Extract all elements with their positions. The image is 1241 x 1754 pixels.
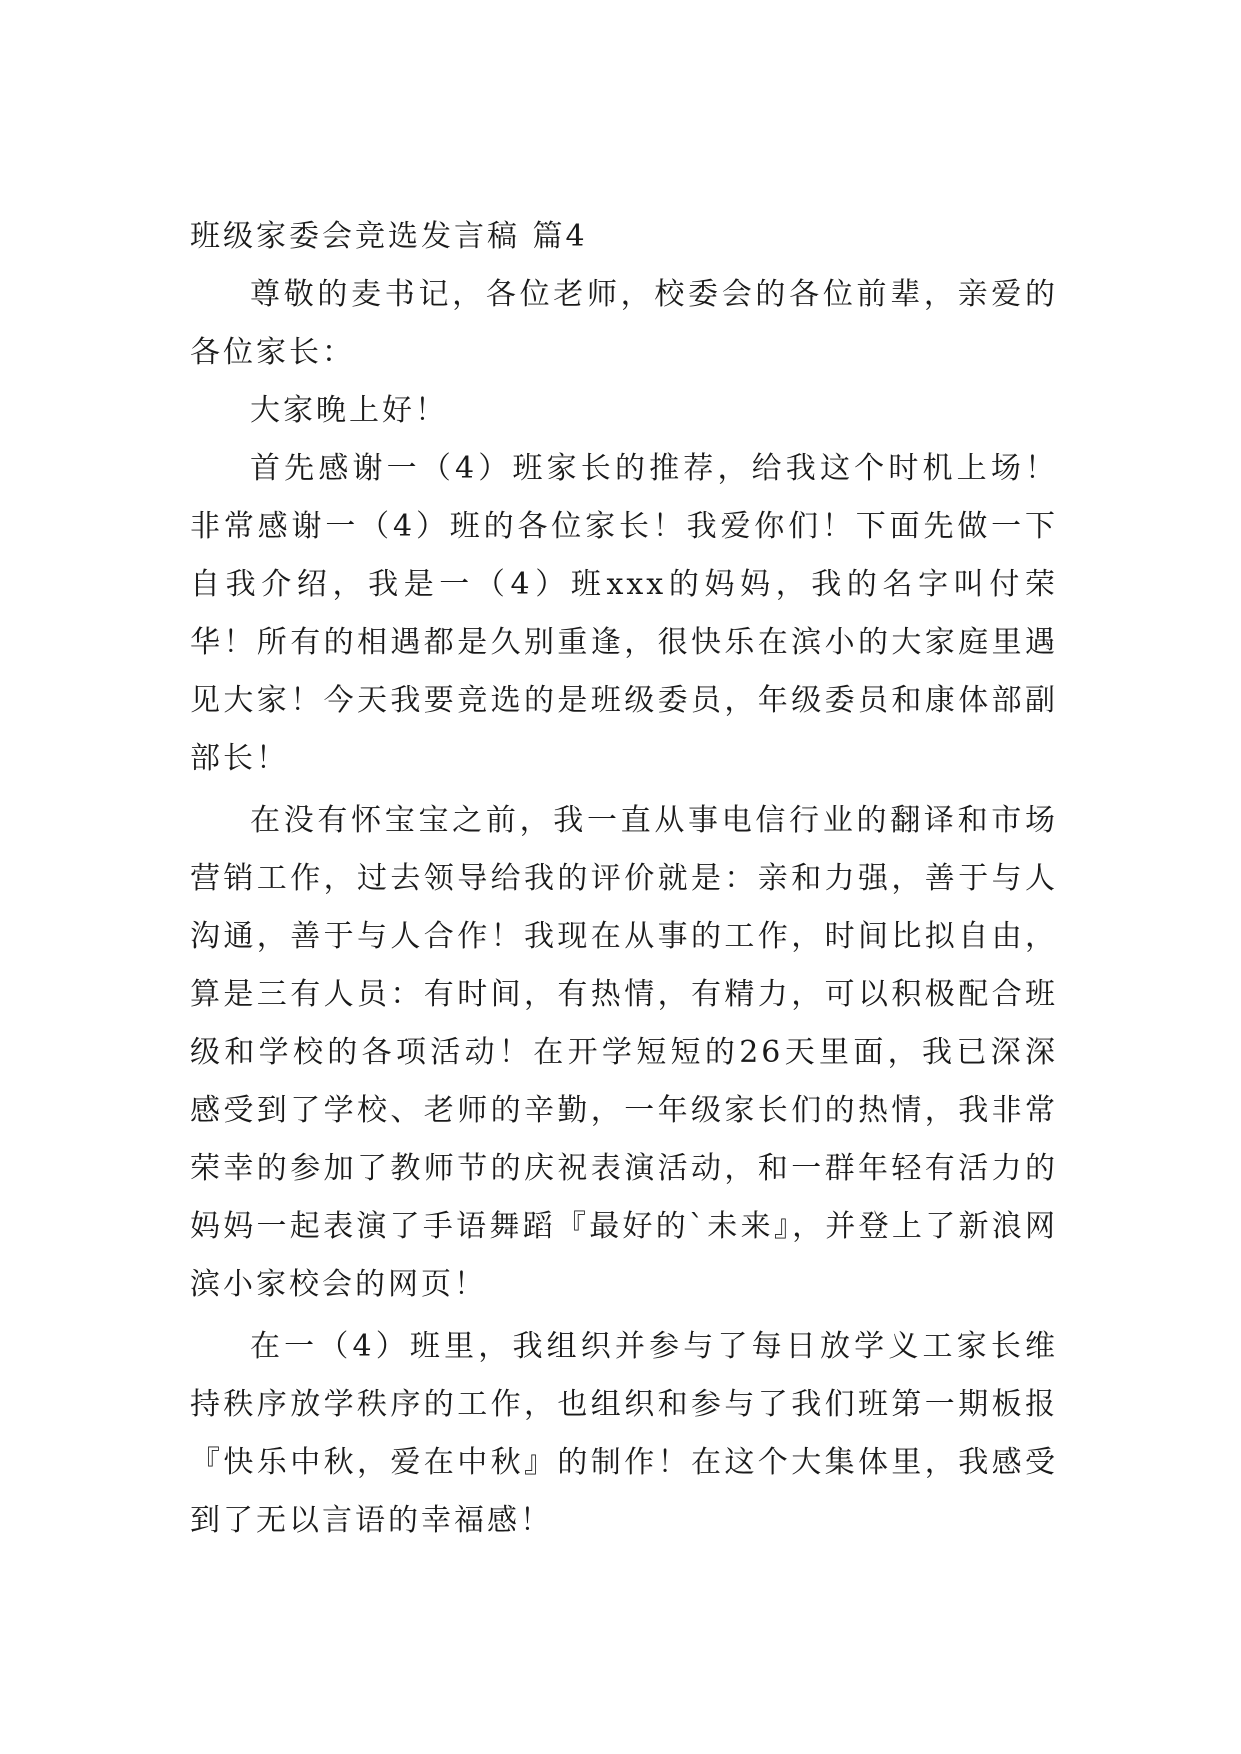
paragraph-class-activities: 在一（4）班里，我组织并参与了每日放学义工家长维持秩序放学秩序的工作，也组织和参与了我们班第一期板报『快乐中秋，爱在中秋』的制作！在这个大集体里，我感受到了无以言语的幸福感！ xyxy=(190,1329,1058,1538)
paragraph-introduction: 首先感谢一（4）班家长的推荐，给我这个时机上场！非常感谢一（4）班的各位家长！我爱你们！下面先做一下自我介绍，我是一（4）班xxx的妈妈，我的名字叫付荣华！所有的相遇都是久别重逢，很快乐在滨小的大家庭里遇见大家！今天我要竞选的是班级委员，年级委员和康体部副部长！ xyxy=(190,451,1058,776)
paragraph-background: 在没有怀宝宝之前，我一直从事电信行业的翻译和市场营销工作，过去领导给我的评价就是：亲和力强，善于与人沟通，善于与人合作！我现在从事的工作，时间比拟自由，算是三有人员：有时间，有热情，有精力，可以积极配合班级和学校的各项活动！在开学短短的26天里面，我已深深感受到了学校、老师的辛勤，一年级家长们的热情，我非常荣幸的参加了教师节的庆祝表演活动，和一群年轻有活力的妈妈一起表演了手语舞蹈『最好的`未来』，并登上了新浪网滨小家校会的网页！ xyxy=(190,803,1058,1302)
paragraph-greeting-address: 尊敬的麦书记，各位老师，校委会的各位前辈，亲爱的各位家长： xyxy=(190,277,1058,370)
document-title: 班级家委会竞选发言稿 篇4 xyxy=(190,219,588,254)
paragraph-greeting: 大家晚上好！ xyxy=(250,393,448,428)
document-body xyxy=(190,208,1058,1550)
